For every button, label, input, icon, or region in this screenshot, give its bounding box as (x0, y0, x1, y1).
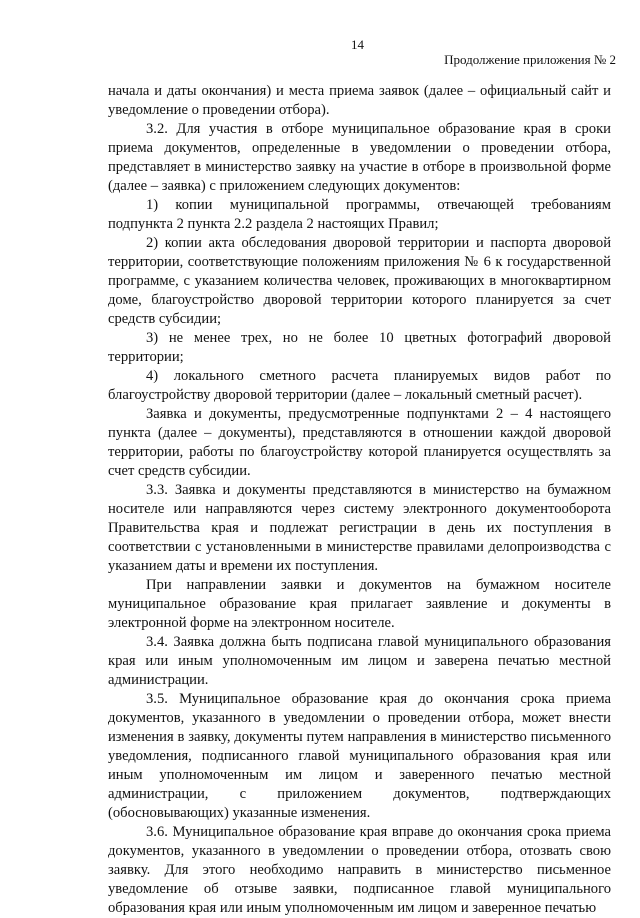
paragraph: 3.3. Заявка и документы представляются в министерство на бумажном носителе или направляются через систему электронного документооборота Правительства края и подлежат регистрации в день их поступления в соответствии с установленными в министерстве правилами делопроизводства с указанием даты и времени их поступления. (108, 482, 611, 574)
paragraph: 3.4. Заявка должна быть подписана главой муниципального образования края или иным уполномоченным им лицом и заверена печатью местной администрации. (108, 634, 611, 688)
list-item: 2) копии акта обследования дворовой территории и паспорта дворовой территории, соответствующие положениям приложения № 6 к государственной программе, с указанием количества человек, проживающих в многоквартирном доме, благоустройство дворовой территории которого планируется за счет средств субсидии; (108, 235, 611, 327)
document-body (108, 82, 611, 918)
paragraph: 3.2. Для участия в отборе муниципальное образование края в сроки приема документов, определенные в уведомлении о проведении отбора, представляет в министерство заявку на участие в отборе в произвольной форме (далее – заявка) с приложением следующих документов: (108, 121, 611, 194)
paragraph: начала и даты окончания) и места приема заявок (далее – официальный сайт и уведомление о проведении отбора). (108, 83, 611, 118)
list-item: 3) не менее трех, но не более 10 цветных фотографий дворовой территории; (108, 330, 611, 365)
list-item: 1) копии муниципальной программы, отвечающей требованиям подпункта 2 пункта 2.2 раздела 2 настоящих Правил; (108, 197, 611, 232)
appendix-continuation-header: Продолжение приложения № 2 (444, 52, 616, 67)
paragraph: 3.5. Муниципальное образование края до окончания срока приема документов, указанного в уведомлении о проведении отбора, может внести изменения в заявку, документы путем направления в министерство письменного уведомления, подписанного главой муниципального образования края или иным уполномоченным им лицом и заверенного печатью местной администрации, с приложением документов, подтверждающих (обосновывающих) указанные изменения. (108, 691, 611, 821)
paragraph: При направлении заявки и документов на бумажном носителе муниципальное образование края прилагает заявление и документы в электронной форме на электронном носителе. (108, 577, 611, 631)
paragraph: 3.6. Муниципальное образование края вправе до окончания срока приема документов, указанного в уведомлении о проведении отбора, отозвать свою заявку. Для этого необходимо направить в министерство письменное уведомление об отзыве заявки, подписанное главой муниципального образования края или иным уполномоченным им лицом и заверенное печатью (108, 824, 611, 916)
page-number: 14 (351, 37, 364, 52)
list-item: 4) локального сметного расчета планируемых видов работ по благоустройству дворовой территории (далее – локальный сметный расчет). (108, 368, 611, 403)
paragraph: Заявка и документы, предусмотренные подпунктами 2 – 4 настоящего пункта (далее – документы), представляются в отношении каждой дворовой территории, работы по благоустройству которой планируется осуществлять за счет средств субсидии. (108, 406, 611, 479)
